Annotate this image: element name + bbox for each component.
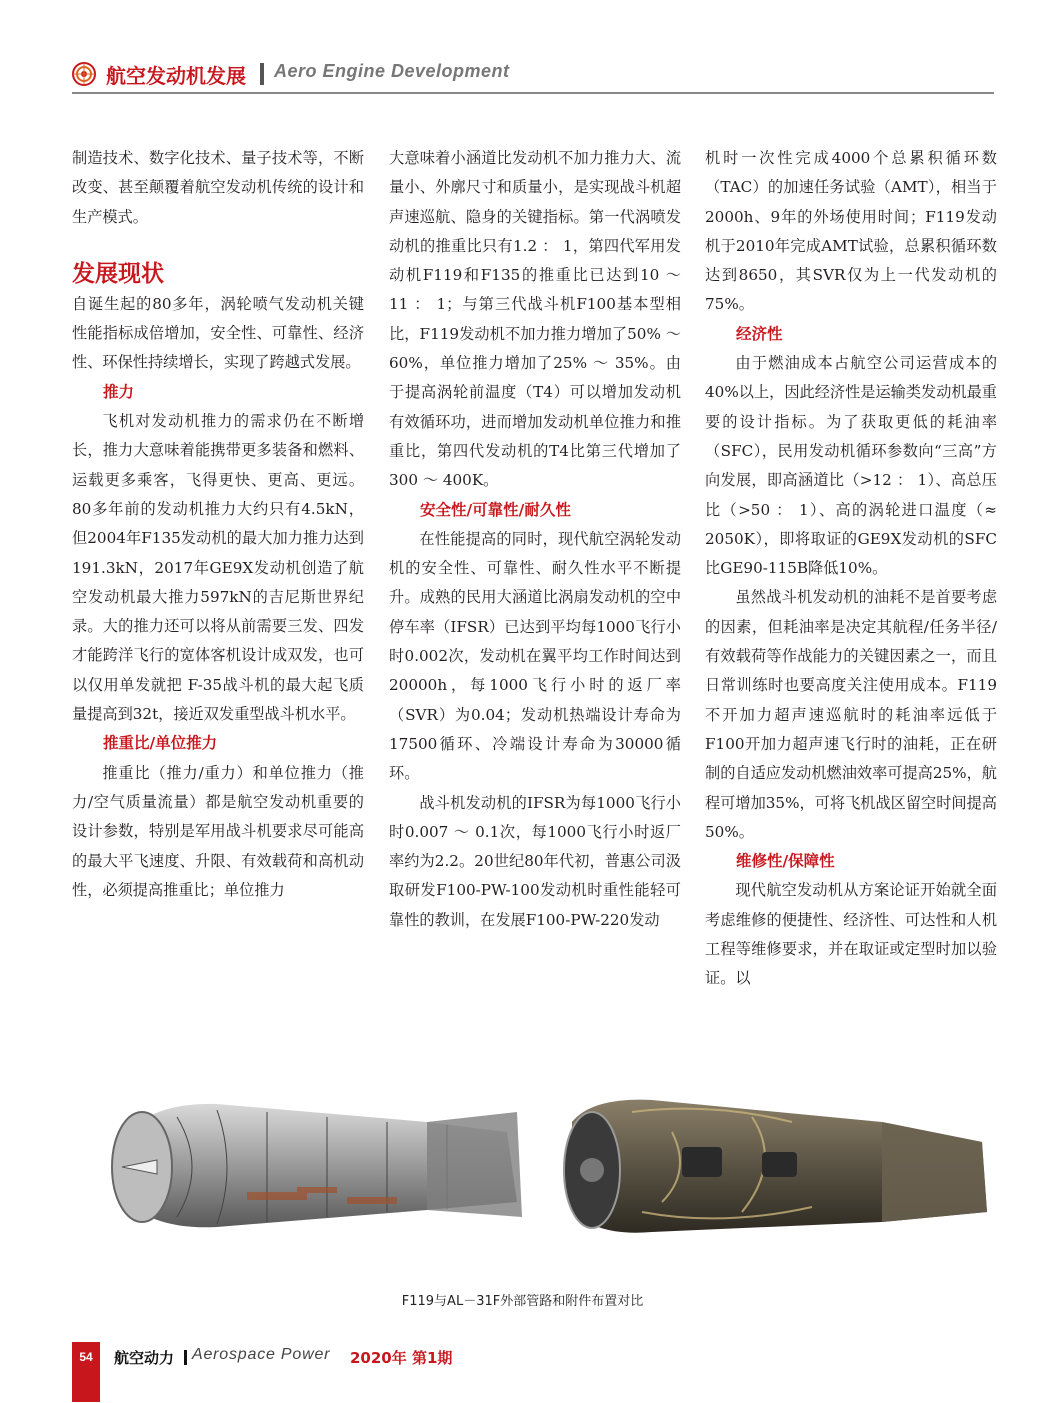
page-number: 54 [79,1350,93,1364]
journal-issue: 2020年 第1期 [350,1349,453,1367]
journal-name-en: Aerospace Power [192,1346,331,1363]
subheading-thrust-ratio: 推重比/单位推力 [103,734,218,753]
paragraph-economy-1: 由于燃油成本占航空公司运营成本的40%以上，因此经济性是运输类发动机最重要的设计指标。为了获取更低的耗油率（SFC），民用发动机循环参数向“三高”方向发展，即高涵道比（>12 ： 1）、高总压比（>50 ： 1）、高的涡轮进口温度（≈ 2050K），即将取证的GE9X发动机的SFC比GE90-115B降低10%。 [705,354,997,578]
paragraph-maintainability: 现代航空发动机从方案论证开始就全面考虑维修的便捷性、经济性、可达性和人机工程等维修要求，并在取证或定型时加以验证。以 [705,881,997,988]
figure-caption: F119与AL－31F外部管路和附件布置对比 [401,1294,644,1309]
section-heading: 发展现状 [72,260,164,287]
subheading-economy: 经济性 [736,324,783,343]
subheading-safety: 安全性/可靠性/耐久性 [420,500,571,519]
footer-divider [184,1350,187,1365]
paragraph-thrust: 飞机对发动机推力的需求仍在不断增长，推力大意味着能携带更多装备和燃料、运载更多乘客，飞得更快、更高、更远。80多年前的发动机推力大约只有4.5kN，但2004年F135发动机的最大加力推力达到191.3kN，2017年GE9X发动机创造了航空发动机最大推力597kN的吉尼斯世界纪录。大的推力还可以将从前需要三发、四发才能跨洋飞行的宽体客机设计成双发，也可以仅用单发就把 F-35战斗机的最大起飞质量提高到32t，接近双发重型战斗机水平。 [72,412,364,724]
paragraph-amt: 机时一次性完成4000个总累积循环数（TAC）的加速任务试验（AMT），相当于2000h、9年的外场使用时间；F119发动机于2010年完成AMT试验，总累积循环数达到8650，其SVR仅为上一代发动机的75%。 [705,149,997,314]
subheading-thrust: 推力 [103,382,135,401]
text-column-2 [389,144,681,935]
header-title-cn: 航空发动机发展 [106,64,246,88]
al-31f-engine-image [552,1092,997,1237]
journal-logo-icon [72,62,96,86]
paragraph-section-intro: 自诞生起的80多年，涡轮喷气发动机关键性能指标成倍增加，安全性、可靠性、经济性、环保性持续增长，实现了跨越式发展。 [72,294,364,372]
text-column-1 [72,144,364,905]
paragraph-intro: 制造技术、数字化技术、量子技术等，不断改变、甚至颠覆着航空发动机传统的设计和生产模式。 [72,149,364,226]
paragraph-fighter-ifsr: 战斗机发动机的IFSR为每1000飞行小时0.007 ～ 0.1次，每1000飞行小时返厂率约为2.2。20世纪80年代初，普惠公司汲取研发F100-PW-100发动机时重性能轻可靠性的教训，在发展F100-PW-220发动 [389,793,681,929]
header-divider [260,63,264,85]
figure-engine-photos [97,1092,997,1237]
header-title-en: Aero Engine Development [274,61,510,81]
running-header [72,60,994,96]
page-footer [72,1342,994,1402]
journal-name-cn: 航空动力 [114,1349,175,1367]
paragraph-safety: 在性能提高的同时，现代航空涡轮发动机的安全性、可靠性、耐久性水平不断提升。成熟的民用大涵道比涡扇发动机的空中停车率（IFSR）已达到平均每1000飞行小时0.002次，发动机在翼平均工作时间达到20000h，每1000飞行小时的返厂率（SVR）为0.04；发动机热端设计寿命为17500循环、冷端设计寿命为30000循环。 [389,529,681,783]
f119-engine-image [97,1092,527,1237]
header-rule [72,92,994,94]
text-column-3 [705,144,997,994]
paragraph-thrust-ratio: 推重比（推力/重力）和单位推力（推力/空气质量流量）都是航空发动机重要的设计参数，特别是军用战斗机要求尽可能高的最大平飞速度、升限、有效载荷和高机动性，必须提高推重比；单位推力 [72,763,364,899]
paragraph-ratio-continued: 大意味着小涵道比发动机不加力推力大、流量小、外廓尺寸和质量小，是实现战斗机超声速巡航、隐身的关键指标。第一代涡喷发动机的推重比只有1.2 ： 1，第四代军用发动机F119和F135的推重比已达到10 ～ 11 ： 1；与第三代战斗机F100基本型相比，F119发动机不加力推力增加了50% ～ 60%，单位推力增加了25% ～ 35%。由于提高涡轮前温度（T4）可以增加发动机有效循环功，进而增加发动机单位推力和推重比，第四代发动机的T4比第三代增加了300 ～ 400K。 [389,149,681,490]
subheading-maintainability: 维修性/保障性 [736,852,835,871]
paragraph-economy-2: 虽然战斗机发动机的油耗不是首要考虑的因素，但耗油率是决定其航程/任务半径/有效载荷等作战能力的关键因素之一，而且日常训练时也要高度关注使用成本。F119不开加力超声速巡航时的耗油率远低于F100开加力超声速飞行时的油耗，正在研制的自适应发动机燃油效率可提高25%，航程可增加35%，可将飞机战区留空时间提高50%。 [705,588,997,841]
